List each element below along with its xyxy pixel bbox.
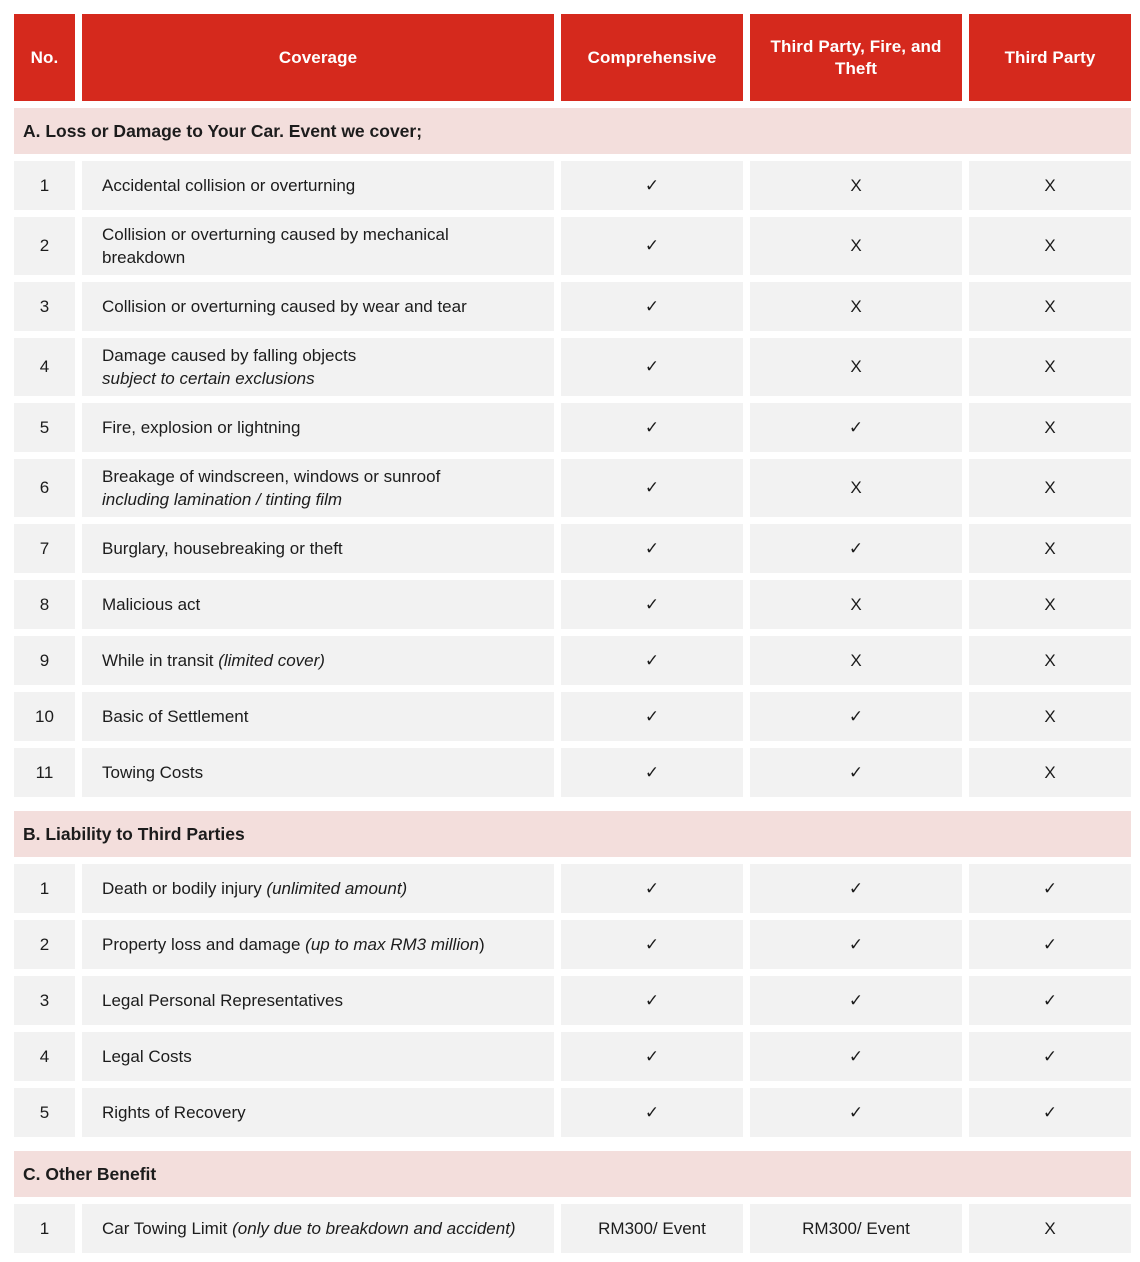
table-row bbox=[14, 1032, 1131, 1081]
coverage-label: Burglary, housebreaking or theft bbox=[102, 539, 343, 558]
table-section bbox=[14, 108, 1131, 797]
value-cell-third-party: ✓ bbox=[969, 1088, 1131, 1137]
row-number-cell: 8 bbox=[14, 580, 75, 629]
value-cell-comprehensive: ✓ bbox=[561, 282, 743, 331]
coverage-label: Death or bodily injury bbox=[102, 879, 267, 898]
row-number-cell: 1 bbox=[14, 1204, 75, 1253]
coverage-label: Towing Costs bbox=[102, 763, 204, 782]
table-row bbox=[14, 580, 1131, 629]
coverage-cell bbox=[82, 976, 554, 1025]
row-number-cell: 7 bbox=[14, 524, 75, 573]
section-rows bbox=[14, 1204, 1131, 1253]
table-header-row bbox=[14, 14, 1131, 101]
value-cell-third-party: ✓ bbox=[969, 864, 1131, 913]
value-cell-comprehensive: ✓ bbox=[561, 692, 743, 741]
coverage-text bbox=[102, 295, 467, 318]
row-number-cell: 4 bbox=[14, 338, 75, 396]
coverage-label: Property loss and damage bbox=[102, 935, 306, 954]
table-section bbox=[14, 1151, 1131, 1253]
coverage-text bbox=[102, 465, 440, 511]
table-row bbox=[14, 1204, 1131, 1253]
row-number-cell: 3 bbox=[14, 282, 75, 331]
section-header: B. Liability to Third Parties bbox=[14, 811, 1131, 857]
value-cell-tpft: X bbox=[750, 580, 962, 629]
table-row bbox=[14, 636, 1131, 685]
value-cell-third-party: ✓ bbox=[969, 920, 1131, 969]
value-cell-third-party: X bbox=[969, 580, 1131, 629]
value-cell-comprehensive: RM300/ Event bbox=[561, 1204, 743, 1253]
row-number-cell: 5 bbox=[14, 403, 75, 452]
value-cell-third-party: X bbox=[969, 161, 1131, 210]
coverage-cell bbox=[82, 1204, 554, 1253]
value-cell-tpft: X bbox=[750, 282, 962, 331]
row-number-cell: 3 bbox=[14, 976, 75, 1025]
value-cell-comprehensive: ✓ bbox=[561, 748, 743, 797]
column-header-coverage: Coverage bbox=[82, 14, 554, 101]
table-row bbox=[14, 161, 1131, 210]
row-number-cell: 11 bbox=[14, 748, 75, 797]
value-cell-comprehensive: ✓ bbox=[561, 1032, 743, 1081]
section-rows bbox=[14, 864, 1131, 1137]
value-cell-comprehensive: ✓ bbox=[561, 1088, 743, 1137]
coverage-label: Fire, explosion or lightning bbox=[102, 418, 301, 437]
coverage-text bbox=[102, 1045, 192, 1068]
coverage-cell bbox=[82, 1032, 554, 1081]
coverage-text bbox=[102, 705, 248, 728]
table-section bbox=[14, 811, 1131, 1137]
coverage-label: Rights of Recovery bbox=[102, 1103, 246, 1122]
value-cell-third-party: X bbox=[969, 636, 1131, 685]
coverage-text bbox=[102, 416, 300, 439]
coverage-text bbox=[102, 537, 343, 560]
coverage-label: ) bbox=[479, 935, 485, 954]
row-number-cell: 10 bbox=[14, 692, 75, 741]
row-number-cell: 5 bbox=[14, 1088, 75, 1137]
coverage-text bbox=[102, 933, 485, 956]
value-cell-tpft: ✓ bbox=[750, 692, 962, 741]
coverage-cell bbox=[82, 524, 554, 573]
coverage-note: (limited cover) bbox=[218, 651, 325, 670]
value-cell-tpft: ✓ bbox=[750, 1032, 962, 1081]
row-number-cell: 9 bbox=[14, 636, 75, 685]
value-cell-comprehensive: ✓ bbox=[561, 161, 743, 210]
table-row bbox=[14, 748, 1131, 797]
coverage-note: (only due to breakdown and accident) bbox=[232, 1219, 516, 1238]
coverage-text bbox=[102, 223, 534, 269]
table-row bbox=[14, 282, 1131, 331]
value-cell-third-party: X bbox=[969, 282, 1131, 331]
table-row bbox=[14, 976, 1131, 1025]
coverage-note: subject to certain exclusions bbox=[102, 369, 315, 388]
table-row bbox=[14, 692, 1131, 741]
coverage-note: (unlimited amount) bbox=[266, 879, 408, 898]
value-cell-comprehensive: ✓ bbox=[561, 338, 743, 396]
coverage-label: Car Towing Limit bbox=[102, 1219, 233, 1238]
table-row bbox=[14, 338, 1131, 396]
coverage-text bbox=[102, 649, 325, 672]
value-cell-third-party: X bbox=[969, 459, 1131, 517]
column-header-tpft: Third Party, Fire, and Theft bbox=[750, 14, 962, 101]
value-cell-tpft: X bbox=[750, 161, 962, 210]
value-cell-third-party: X bbox=[969, 524, 1131, 573]
value-cell-comprehensive: ✓ bbox=[561, 920, 743, 969]
row-number-cell: 2 bbox=[14, 920, 75, 969]
coverage-note: (up to max RM3 million bbox=[305, 935, 479, 954]
value-cell-tpft: ✓ bbox=[750, 920, 962, 969]
coverage-text bbox=[102, 761, 203, 784]
value-cell-third-party: X bbox=[969, 692, 1131, 741]
coverage-text bbox=[102, 877, 407, 900]
coverage-cell bbox=[82, 580, 554, 629]
value-cell-third-party: X bbox=[969, 217, 1131, 275]
coverage-text bbox=[102, 174, 355, 197]
section-header: A. Loss or Damage to Your Car. Event we cover; bbox=[14, 108, 1131, 154]
value-cell-tpft: ✓ bbox=[750, 524, 962, 573]
row-number-cell: 1 bbox=[14, 864, 75, 913]
coverage-text bbox=[102, 1217, 516, 1240]
section-header: C. Other Benefit bbox=[14, 1151, 1131, 1197]
value-cell-tpft: ✓ bbox=[750, 1088, 962, 1137]
value-cell-tpft: X bbox=[750, 636, 962, 685]
value-cell-tpft: ✓ bbox=[750, 403, 962, 452]
coverage-label: Basic of Settlement bbox=[102, 707, 249, 726]
table-row bbox=[14, 217, 1131, 275]
value-cell-tpft: ✓ bbox=[750, 864, 962, 913]
coverage-label: Breakage of windscreen, windows or sunroof bbox=[102, 467, 441, 486]
column-header-no: No. bbox=[14, 14, 75, 101]
table-row bbox=[14, 864, 1131, 913]
value-cell-third-party: X bbox=[969, 338, 1131, 396]
value-cell-third-party: X bbox=[969, 748, 1131, 797]
row-number-cell: 1 bbox=[14, 161, 75, 210]
row-number-cell: 6 bbox=[14, 459, 75, 517]
coverage-label: Accidental collision or overturning bbox=[102, 176, 356, 195]
coverage-note: including lamination / tinting film bbox=[102, 490, 343, 509]
row-number-cell: 2 bbox=[14, 217, 75, 275]
table-row bbox=[14, 459, 1131, 517]
value-cell-tpft: X bbox=[750, 459, 962, 517]
coverage-label: Malicious act bbox=[102, 595, 201, 614]
coverage-label: While in transit bbox=[102, 651, 219, 670]
column-header-third-party: Third Party bbox=[969, 14, 1131, 101]
coverage-label: Damage caused by falling objects bbox=[102, 346, 357, 365]
value-cell-comprehensive: ✓ bbox=[561, 524, 743, 573]
table-row bbox=[14, 524, 1131, 573]
coverage-cell bbox=[82, 161, 554, 210]
value-cell-tpft: X bbox=[750, 338, 962, 396]
coverage-cell bbox=[82, 217, 554, 275]
coverage-text bbox=[102, 593, 200, 616]
coverage-label: Collision or overturning caused by mechanical breakdown bbox=[102, 225, 449, 267]
coverage-cell bbox=[82, 1088, 554, 1137]
coverage-text bbox=[102, 989, 343, 1012]
value-cell-third-party: ✓ bbox=[969, 976, 1131, 1025]
coverage-cell bbox=[82, 748, 554, 797]
coverage-cell bbox=[82, 692, 554, 741]
value-cell-third-party: ✓ bbox=[969, 1032, 1131, 1081]
value-cell-tpft: ✓ bbox=[750, 748, 962, 797]
coverage-label: Collision or overturning caused by wear and tear bbox=[102, 297, 467, 316]
column-header-comprehensive: Comprehensive bbox=[561, 14, 743, 101]
row-number-cell: 4 bbox=[14, 1032, 75, 1081]
coverage-label: Legal Costs bbox=[102, 1047, 192, 1066]
value-cell-tpft: ✓ bbox=[750, 976, 962, 1025]
coverage-text bbox=[102, 344, 356, 390]
coverage-cell bbox=[82, 338, 554, 396]
value-cell-third-party: X bbox=[969, 403, 1131, 452]
coverage-cell bbox=[82, 636, 554, 685]
coverage-cell bbox=[82, 920, 554, 969]
value-cell-comprehensive: ✓ bbox=[561, 403, 743, 452]
coverage-text bbox=[102, 1101, 246, 1124]
coverage-cell bbox=[82, 459, 554, 517]
value-cell-third-party: X bbox=[969, 1204, 1131, 1253]
value-cell-comprehensive: ✓ bbox=[561, 580, 743, 629]
value-cell-comprehensive: ✓ bbox=[561, 864, 743, 913]
value-cell-tpft: X bbox=[750, 217, 962, 275]
table-row bbox=[14, 920, 1131, 969]
value-cell-comprehensive: ✓ bbox=[561, 976, 743, 1025]
section-rows bbox=[14, 161, 1131, 797]
value-cell-tpft: RM300/ Event bbox=[750, 1204, 962, 1253]
value-cell-comprehensive: ✓ bbox=[561, 636, 743, 685]
coverage-cell bbox=[82, 403, 554, 452]
coverage-cell bbox=[82, 864, 554, 913]
coverage-cell bbox=[82, 282, 554, 331]
table-row bbox=[14, 403, 1131, 452]
value-cell-comprehensive: ✓ bbox=[561, 217, 743, 275]
value-cell-comprehensive: ✓ bbox=[561, 459, 743, 517]
table-row bbox=[14, 1088, 1131, 1137]
coverage-label: Legal Personal Representatives bbox=[102, 991, 343, 1010]
